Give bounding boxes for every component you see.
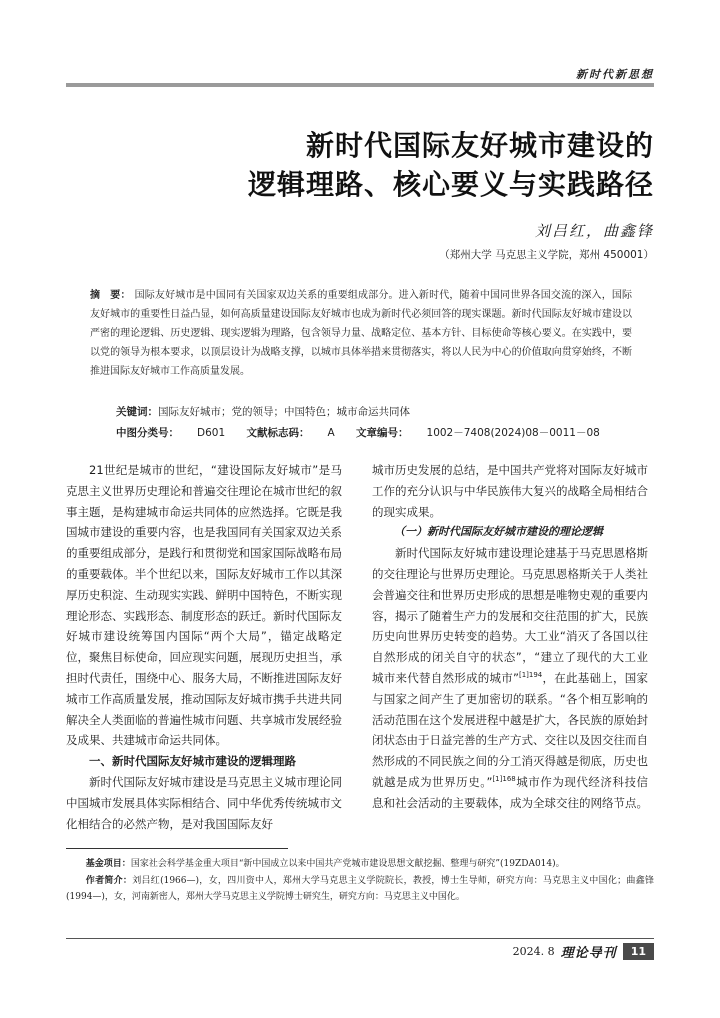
keywords-row [116,402,646,423]
abstract [90,286,632,381]
title-line-2: 逻辑理路、核心要义与实践路径 [247,168,654,201]
article-number-value: 1002－7408(2024)08－0011－08 [426,427,600,439]
abstract-label: 摘 要： [90,290,131,301]
running-head: 新时代新思想 [576,68,654,81]
clc-label: 中图分类号： [116,427,179,439]
issue-date: 2024. 8 [512,945,555,958]
authors: 刘吕红，曲鑫锋 [534,222,654,240]
page-number: 11 [623,943,654,960]
keywords-label: 关键词： [116,406,158,418]
body-paragraph: 21世纪是城市的世纪，“建设国际友好城市”是马克思主义世界历史理论和普遍交往理论在城市世纪的叙事主题，是构建城市命运共同体的应然选择。它既是我国城市建设的重要内容，也是我国同有关国家双边关系的重要组成部分，是践行和贯彻党和国家国际战略布局的重要载体。半个世纪以来，国际友好城市工作以其深厚历史积淀、生动现实实践、鲜明中国特色，不断实现理论形态、实践形态、制度形态的跃迁。新时代国际友好城市建设统筹国内国际“两个大局”，锚定战略定位，聚焦目标使命，回应现实问题，展现历史担当，承担时代责任，围绕中心、服务大局，不断推进国际友好城市工作高质量发展，推动国际友好城市携手共进共同解决全人类面临的普遍性城市问题、共享城市发展经验及成果、共建城市命运共同体。 [66,463,342,748]
fund-note [66,856,654,873]
fund-text: 国家社会科学基金重大项目“新中国成立以来中国共产党城市建设思想文献挖掘、整理与研究”(19ZDA014)。 [130,859,565,869]
author-note [66,873,654,906]
paragraph-text: ，在此基础上，国家与国家之间产生了更加密切的联系。“各个相互影响的活动范围在这个发展进程中越是扩大，各民族的原始封闭状态由于日益完善的生产方式、交往以及因交往而自然形成的不同民族之间的分工消灭得越是彻底，历史也就越是成为世界历史。” [372,670,648,789]
body-column-left [66,460,342,834]
body-paragraph [372,543,648,813]
subsection-heading: （一）新时代国际友好城市建设的理论逻辑 [394,525,603,539]
classification-row [116,423,646,444]
header-rule [66,83,654,87]
section-heading: 一、新时代国际友好城市建设的逻辑理路 [89,754,296,769]
paragraph-text: 城市作为现代经济科技信息和社会活动的主要载体，成为全球交往的网络节点。 [372,774,648,810]
citation: [1]168 [492,775,516,784]
keywords-text: 国际友好城市；党的领导；中国特色；城市命运共同体 [158,406,410,418]
footer-rule [66,938,654,939]
article-meta [116,402,646,444]
body-paragraph: 城市历史发展的总结，是中国共产党将对国际友好城市工作的充分认识与中华民族伟大复兴的战略全局相结合的现实成果。 [372,463,648,519]
fund-label: 基金项目： [85,859,131,869]
affiliation: （郑州大学 马克思主义学院，郑州 450001） [439,249,654,261]
article-title [94,126,654,204]
footnotes [66,856,654,906]
page-footer [513,942,654,961]
article-number-group [356,427,600,439]
citation: [1]194 [518,671,543,680]
author-label: 作者简介： [85,875,133,886]
doc-code-label: 文献标志码： [246,427,310,439]
body-paragraph: 新时代国际友好城市建设是马克思主义城市理论同中国城市发展具体实际相结合、同中华优秀传统城市文化相结合的必然产物，是对我国国际友好 [66,774,342,831]
clc-value: D601 [197,427,226,439]
doc-code-value: A [327,427,335,439]
paragraph-text: 新时代国际友好城市建设理论建基于马克思恩格斯的交往理论与世界历史理论。马克思恩格斯关于人类社会普遍交往和世界历史形成的思想是唯物史观的重要内容，揭示了随着生产力的发展和交往范围的扩大，民族历史向世界历史转变的趋势。大工业“消灭了各国以往自然形成的闭关自守的状态”，“建立了现代的大工业城市来代替自然形成的城市” [372,546,648,685]
title-line-1: 新时代国际友好城市建设的 [305,129,654,162]
doc-code-group [246,427,334,439]
footnote-rule [66,848,288,849]
journal-name: 理论导刊 [560,946,617,961]
clc-group [116,427,225,439]
article-number-label: 文章编号： [356,427,409,439]
abstract-text: 国际友好城市是中国同有关国家双边关系的重要组成部分。进入新时代，随着中国同世界各国交流的深入，国际友好城市的重要性日益凸显，如何高质量建设国际友好城市也成为新时代必须回答的现实课题。新时代国际友好城市建设以严密的理论逻辑、历史逻辑、现实逻辑为理路，包含领导力量、战略定位、基本方针、目标使命等核心要义。在实践中，要以党的领导为根本要求，以顶层设计为战略支撑，以城市具体举措来贯彻落实，将以人民为中心的价值取向贯穿始终，不断推进国际友好城市工作高质量发展。 [90,290,633,377]
body-column-right [372,460,648,814]
author-text: 刘吕红(1966—)，女，四川资中人，郑州大学马克思主义学院院长，教授，博士生导师，研究方向：马克思主义中国化；曲鑫锋(1994—)，女，河南新密人，郑州大学马克思主义学院博士研究生，研究方向：马克思主义中国化。 [66,875,654,902]
